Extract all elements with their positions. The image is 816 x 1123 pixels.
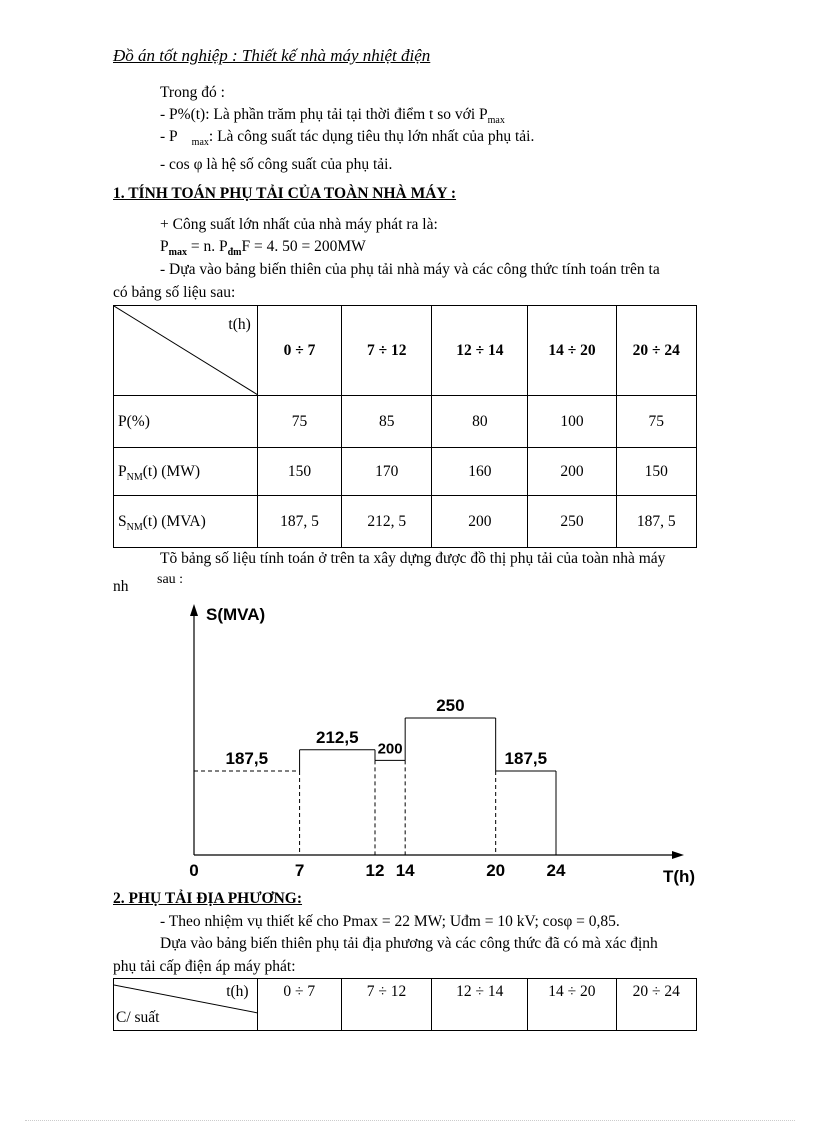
section-2-title: 2. PHỤ TẢI ĐỊA PHƯƠNG:: [113, 890, 303, 907]
x-tick-label: 24: [546, 861, 566, 880]
table-cell: 85: [342, 396, 432, 448]
column-header: 12 ÷ 14: [432, 306, 528, 396]
y-axis-label: S(MVA): [206, 605, 266, 624]
column-header: 7 ÷ 12: [341, 979, 431, 1031]
table-cell: 80: [432, 396, 528, 448]
step-value-label: 187,5: [225, 749, 269, 768]
document-header: Đồ án tốt nghiệp : Thiết kế nhà máy nhiệt điện: [113, 46, 431, 65]
table-cell: 160: [432, 448, 528, 496]
table-corner-cell: [114, 979, 258, 1031]
chart-intro-sau: sau :: [157, 572, 184, 587]
table-cell: 150: [616, 448, 696, 496]
step-value-label: 212,5: [316, 727, 359, 747]
definition-pmax: - P $_{max}$: Là công suất tác dụng tiêu thụ lớn nhất của phụ tải.: [160, 128, 535, 148]
section-2-paragraph-1: - Theo nhiệm vụ thiết kế cho Pmax = 22 MW; Uđm = 10 kV; cosφ = 0,85.: [160, 913, 620, 930]
column-header: 14 ÷ 20: [528, 979, 616, 1031]
column-header: 14 ÷ 20: [528, 306, 616, 396]
where-label: Trong đó :: [160, 84, 225, 101]
table-cell: 170: [342, 448, 432, 496]
table-cell: 150: [257, 448, 341, 496]
y-axis-arrow: [190, 604, 198, 616]
corner-label-time: t(h): [226, 983, 249, 1000]
section-1-paragraph-2-cont: có bảng số liệu sau:: [113, 284, 236, 301]
section-1-title: 1. TÍNH TOÁN PHỤ TẢI CỦA TOÀN NHÀ MÁY :: [113, 185, 457, 202]
corner-label-power: C/ suất: [116, 1009, 160, 1026]
table-cell: 200: [528, 448, 616, 496]
table-cell: 100: [528, 396, 616, 448]
table-cell: 200: [432, 496, 528, 548]
section-1-paragraph-1: + Công suất lớn nhất của nhà máy phát ra là:: [160, 216, 438, 233]
x-tick-label: 14: [395, 861, 415, 880]
section-2-paragraph-2: Dựa vào bảng biến thiên phụ tải địa phương và các công thức đã có mà xác định: [160, 935, 658, 952]
step-value-label: 250: [436, 696, 465, 715]
x-tick-label: 0: [189, 861, 199, 880]
table-cell: 187, 5: [616, 496, 696, 548]
row-label: $S_{NM}(t)$ (MVA): [114, 496, 258, 548]
local-load-table: [113, 978, 697, 1031]
row-label: P(%): [114, 396, 258, 448]
column-header: 12 ÷ 14: [432, 979, 528, 1031]
x-axis-label: T(h): [662, 867, 696, 886]
pmax-formula: $P_{max} = n$. $P_{đm}F = 4$. 50 = 200MW: [160, 238, 366, 258]
definition-cos-phi: - cos φ là hệ số công suất của phụ tải.: [160, 156, 393, 173]
column-header: 0 ÷ 7: [257, 979, 341, 1031]
chart-intro-nh: nh: [113, 578, 129, 595]
table-cell: 250: [528, 496, 616, 548]
table-cell: 75: [257, 396, 341, 448]
definition-p-percent: - P%(t): Là phần trăm phụ tải tại thời điểm t so với $P_{max}$: [160, 106, 505, 126]
chart-intro-text: Tõ bảng số liệu tính toán ở trên ta xây dựng được đồ thị phụ tải của toàn nhà máy: [160, 550, 666, 567]
section-1-paragraph-2: - Dựa vào bảng biến thiên của phụ tải nhà máy và các công thức tính toán trên ta: [160, 261, 660, 278]
step-value-label: 200: [377, 740, 403, 758]
section-2-paragraph-2-cont: phụ tải cấp điện áp máy phát:: [113, 958, 296, 975]
step-value-label: 187,5: [504, 749, 548, 768]
x-tick-label: 20: [486, 861, 506, 880]
page-bottom-divider: [25, 1120, 795, 1121]
column-header: 20 ÷ 24: [616, 979, 696, 1031]
table-cell: 187, 5: [257, 496, 341, 548]
row-label: $P_{NM}(t)$ (MW): [114, 448, 258, 496]
table-cell: 212, 5: [342, 496, 432, 548]
x-tick-label: 12: [365, 861, 385, 880]
corner-label-time: t(h): [228, 316, 251, 333]
x-axis-arrow: [672, 851, 684, 859]
column-header: 7 ÷ 12: [342, 306, 432, 396]
table-cell: 75: [616, 396, 696, 448]
column-header: 0 ÷ 7: [257, 306, 341, 396]
x-tick-label: 7: [294, 861, 305, 880]
column-header: 20 ÷ 24: [616, 306, 696, 396]
